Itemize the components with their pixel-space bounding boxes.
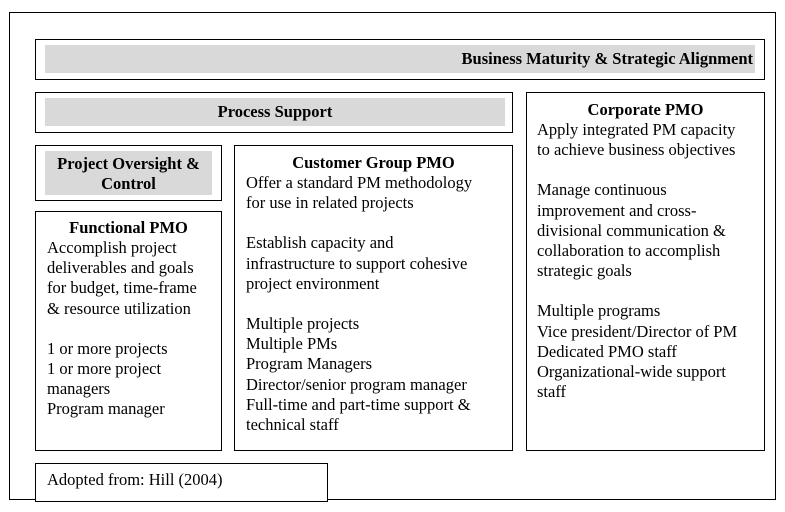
process-support-band: [45, 98, 505, 126]
process-support-label: Process Support: [217, 102, 333, 121]
corporate-manage-line: collaboration to accomplish: [537, 241, 721, 261]
corporate-manage-line: strategic goals: [537, 261, 632, 281]
customer-capacity-line: Establish capacity and: [246, 233, 394, 253]
corporate-desc-line: to achieve business objectives: [537, 140, 736, 160]
business-maturity-band: [45, 45, 755, 73]
customer-scope-line: technical staff: [246, 415, 339, 435]
functional-desc-line: deliverables and goals: [47, 258, 194, 278]
corporate-manage-line: improvement and cross-: [537, 200, 697, 220]
customer-capacity-line: project environment: [246, 273, 380, 293]
project-oversight-line-2: Control: [101, 174, 156, 193]
project-oversight-line-1: Project Oversight &: [57, 154, 200, 173]
functional-desc-line: & resource utilization: [47, 298, 191, 318]
process-support-box: [35, 92, 513, 133]
corporate-desc-line: Apply integrated PM capacity: [537, 120, 736, 139]
business-maturity-label: Business Maturity & Strategic Alignment: [461, 49, 753, 68]
project-oversight-box: [35, 145, 222, 201]
corporate-scope-line: Organizational-wide support: [537, 362, 726, 382]
functional-pmo-box: [35, 211, 222, 451]
customer-capacity-line: infrastructure to support cohesive: [246, 253, 468, 273]
customer-scope-line: Multiple projects: [246, 314, 360, 334]
functional-scope-line: 1 or more projects: [47, 338, 168, 358]
source-note-box: [35, 463, 328, 502]
corporate-scope-line: Vice president/Director of PM: [537, 321, 738, 341]
functional-scope-line: 1 or more project: [47, 359, 162, 379]
corporate-pmo-box: [526, 92, 765, 451]
functional-pmo-title: Functional PMO: [69, 218, 188, 237]
source-note: Adopted from: Hill (2004): [47, 470, 223, 489]
corporate-manage-line: Manage continuous: [537, 180, 667, 200]
business-maturity-box: [35, 39, 765, 80]
corporate-pmo-title: Corporate PMO: [587, 100, 704, 119]
customer-desc-line: Offer a standard PM methodology: [246, 173, 473, 192]
corporate-scope-line: Dedicated PMO staff: [537, 341, 677, 361]
customer-group-pmo-box: [234, 145, 513, 451]
customer-scope-line: Program Managers: [246, 354, 373, 374]
customer-desc-line: for use in related projects: [246, 193, 414, 213]
customer-scope-line: Multiple PMs: [246, 334, 338, 354]
functional-scope-line: managers: [47, 379, 111, 399]
functional-scope-line: Program manager: [47, 399, 165, 419]
functional-desc-line: Accomplish project: [47, 238, 177, 257]
customer-group-pmo-title: Customer Group PMO: [292, 153, 455, 172]
customer-scope-line: Director/senior program manager: [246, 374, 467, 394]
customer-scope-line: Full-time and part-time support &: [246, 394, 471, 414]
project-oversight-band: [45, 151, 212, 195]
corporate-scope-line: Multiple programs: [537, 301, 661, 321]
corporate-manage-line: divisional communication &: [537, 220, 726, 240]
functional-desc-line: for budget, time-frame: [47, 278, 197, 298]
corporate-scope-line: staff: [537, 382, 567, 402]
